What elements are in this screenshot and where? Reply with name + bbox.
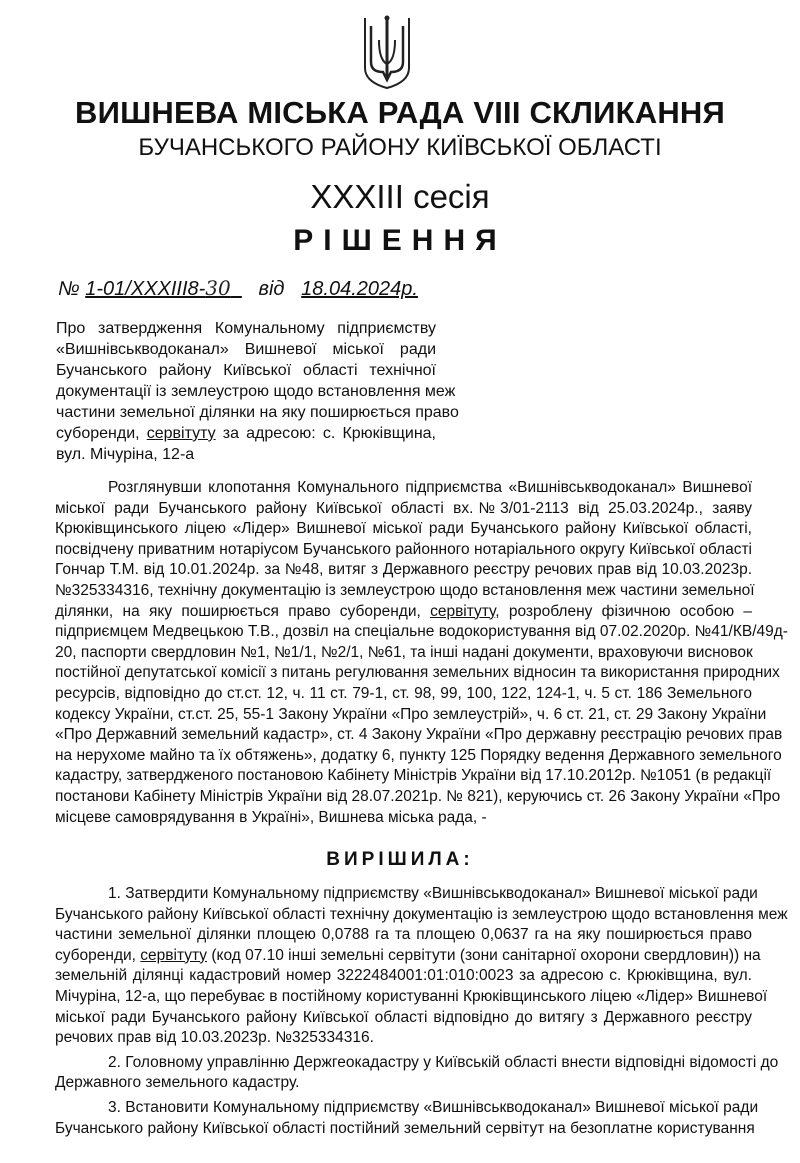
resolution-items — [55, 884, 788, 1139]
resolved-heading: ВИРІШИЛА: — [326, 849, 474, 870]
text-line: Державного земельного кадастру. — [55, 1074, 300, 1092]
subject-block — [56, 318, 459, 465]
text-line: постійної депутатської комісії з питань регулювання земельних відносин та використання природних — [55, 664, 780, 682]
text-line: підприємцем Медвецькою Т.В., дозвіл на спеціальне водокористування від 07.02.2020р. №41/КВ/49д- — [55, 623, 788, 641]
trident-emblem-icon — [361, 10, 413, 90]
text-line: «Про Державний земельний кадастр», ст. 4 Закону України «Про державну реєстрацію речових прав — [55, 726, 783, 744]
decision-date: 18.04.2024р. — [301, 278, 418, 300]
text-line: 3. Встановити Комунальному підприємству «Вишнівськводоканал» Вишневої міської ради — [108, 1098, 759, 1116]
number-label: № — [58, 278, 80, 300]
text-line: частини земельної ділянки площею 0,0788 га та площею 0,0637 га на яку поширюється право — [55, 926, 752, 944]
text-line: Про затвердження Комунальному підприємству — [56, 320, 436, 337]
text-line: Мічуріна, 12-а, що перебуває в постійному користуванні Крюківщинського ліцею «Лідер» Вишневої — [55, 987, 768, 1005]
handwritten-number: 30 — [205, 276, 231, 300]
decision-number-line — [58, 276, 418, 301]
text-line: суборенди, сервітуту за адресою: с. Крюківщина, — [56, 425, 436, 442]
text-line: речових прав від 10.03.2023р. №325334316. — [55, 1029, 374, 1047]
text-line: Розглянувши клопотання Комунального підприємства «Вишнівськводоканал» Вишневої — [108, 479, 752, 496]
text-line: Бучанського району Київської області технічної — [56, 362, 436, 379]
date-label: від — [258, 278, 285, 300]
text-line: ресурсів, відповідно до ст.ст. 12, ч. 11 ст. 79-1, ст. 98, 99, 100, 122, 124-1, ч. 5 ст. 186 Земельного — [55, 684, 752, 702]
underlined-term: сервітуту — [146, 425, 216, 442]
text-line: міської ради Бучанського району Київської області вх.№3/01-2113 від 25.03.2024р., заяву — [55, 499, 752, 517]
text-line: суборенди, сервітуту (код 07.10 інші земельні сервітути (зони санітарної охорони свердловин)) на — [55, 946, 761, 964]
text-line: 20, паспорти свердловин №1, №1/1, №2/1, №61, та інші надані документи, враховуючи висновок — [55, 643, 753, 661]
item-3 — [55, 1098, 759, 1139]
text-line: на нерухоме майно та їх обтяжень», додатку 6, пункту 125 Порядку ведення Державного земельного — [55, 746, 782, 764]
text-line: земельній ділянці кадастровий номер 3222484001:01:010:0023 за адресою с. Крюківщина, вул. — [55, 967, 752, 985]
text-line: ділянки, на яку поширюється право суборенди, сервітуту, розроблену фізичною особою – — [55, 602, 752, 620]
text-line: кодексу України, ст.ст. 25, 55-1 Закону України «Про землеустрій», ч. 6 ст. 21, ст. 29 Закону України — [55, 705, 767, 723]
text-line: міської ради Бучанського району Київської області відповідно до витягу з Державного реєстру — [55, 1008, 752, 1026]
text-line: Бучанського району Київської області технічну документацію із землеустрою щодо встановлення меж — [55, 905, 788, 923]
text-line: Гончар Т.М. від 10.01.2024р. за №48, витяг з Державного реєстру речових прав від 10.03.2023р. — [55, 561, 752, 579]
text-line: «Вишнівськводоканал» Вишневої міської ради — [56, 341, 436, 358]
decision-number: 1-01/XXXIII8-30 — [85, 276, 231, 300]
text-line: кадастру, затвердженого постановою Кабінету Міністрів України від 17.10.2012р. №1051 (в редакції — [55, 767, 772, 785]
text-line: Крюківщинського ліцею «Лідер» Вишневої міської ради Бучанського району Київської області, — [55, 520, 752, 538]
text-line: №325334316, технічну документацію із землеустрою щодо встановлення меж частини земельної — [55, 581, 755, 599]
district-line: БУЧАНСЬКОГО РАЙОНУ КИЇВСЬКОЇ ОБЛАСТІ — [138, 134, 662, 161]
item-1 — [55, 884, 788, 1049]
text-line: Бучанського району Київської області постійний земельний сервітут на безоплатне користування — [55, 1119, 755, 1137]
text-line: 1. Затвердити Комунальному підприємству «Вишнівськводоканал» Вишневої міської ради — [108, 885, 758, 902]
underlined-term: сервітуту — [140, 946, 208, 964]
text-line: вул. Мічуріна, 12-а — [56, 446, 195, 463]
text-line: 2. Головному управлінню Держгеокадастру у Київській області внести відповідні відомості до — [108, 1053, 779, 1071]
underlined-term: сервітуту — [430, 602, 496, 620]
session-title: XXXIII сесія — [310, 178, 490, 215]
preamble-paragraph — [55, 478, 788, 828]
item-2 — [55, 1053, 779, 1094]
council-title: ВИШНЕВА МІСЬКА РАДА VIII СКЛИКАННЯ — [75, 95, 725, 130]
text-line: частини земельної ділянки на яку поширюється право — [56, 404, 459, 421]
text-line: місцеве самоврядування в Україні», Вишнева міська рада, - — [55, 808, 487, 826]
text-line: документації із землеустрою щодо встановлення меж — [56, 383, 456, 400]
text-line: посвідчену приватним нотаріусом Бучанського районного нотаріального округу Київської області — [55, 540, 752, 558]
document-type: РІШЕННЯ — [293, 224, 507, 257]
text-line: постанови Кабінету Міністрів України від 28.07.2021р. № 821), керуючись ст. 26 Закону України «Про — [55, 787, 781, 805]
